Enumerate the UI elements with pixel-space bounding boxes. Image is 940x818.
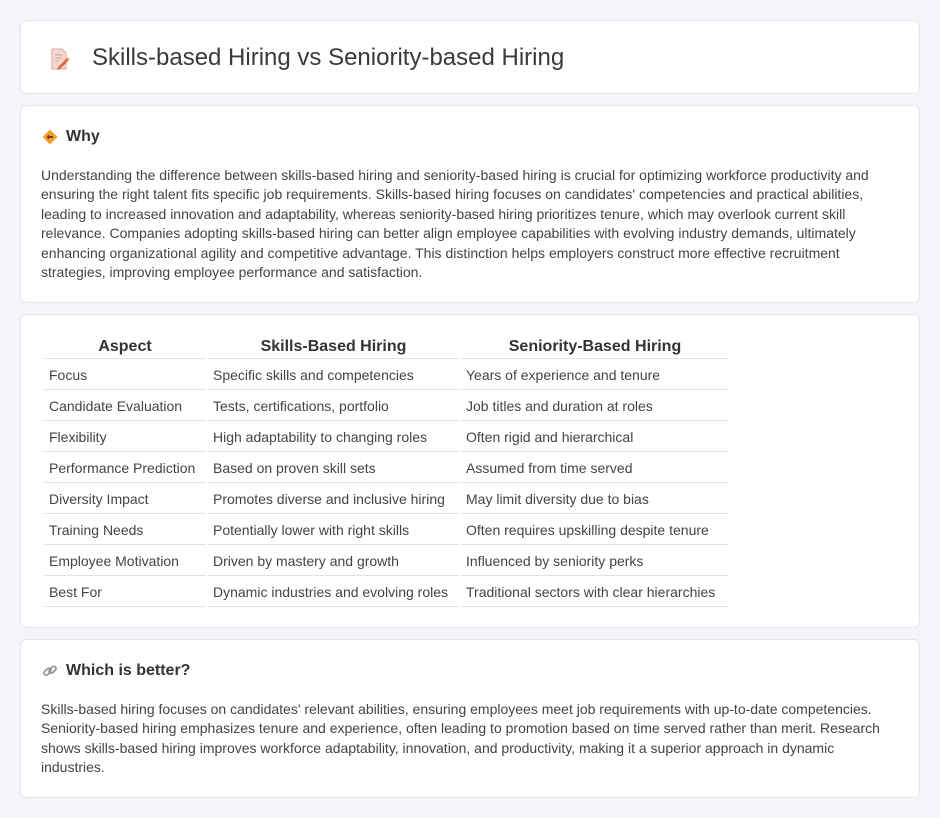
table-row: [44, 359, 729, 390]
why-heading: Why: [66, 128, 100, 145]
table-cell: Job titles and duration at roles: [461, 390, 729, 421]
table-cell: Often requires upskilling despite tenure: [461, 514, 729, 545]
table-cell: Flexibility: [44, 421, 206, 452]
table-row: [44, 483, 729, 514]
document-pencil-icon: [47, 47, 71, 71]
table-cell: Potentially lower with right skills: [208, 514, 459, 545]
table-cell: Traditional sectors with clear hierarchies: [461, 576, 729, 607]
table-cell: Tests, certifications, portfolio: [208, 390, 459, 421]
link-icon: [42, 663, 58, 679]
table-row: [44, 452, 729, 483]
table-cell: Based on proven skill sets: [208, 452, 459, 483]
table-cell: Promotes diverse and inclusive hiring: [208, 483, 459, 514]
table-cell: Candidate Evaluation: [44, 390, 206, 421]
table-cell: May limit diversity due to bias: [461, 483, 729, 514]
table-cell: Often rigid and hierarchical: [461, 421, 729, 452]
why-section: [20, 105, 920, 303]
better-text: Skills-based hiring focuses on candidates' relevant abilities, ensuring employees meet job requirements with up-to-date competencies. Seniority-based hiring emphasizes tenure and experience, often leading to promotion based on time served rather than merit. Research shows skills-based hiring improves workforce adaptability, innovation, and productivity, making it a superior approach in dynamic industries.: [41, 701, 880, 776]
column-header-seniority: Seniority-Based Hiring: [461, 335, 729, 359]
why-header: [42, 126, 100, 148]
column-header-skills: Skills-Based Hiring: [208, 335, 459, 359]
better-header: [42, 660, 190, 682]
table-row: [44, 390, 729, 421]
table-cell: Assumed from time served: [461, 452, 729, 483]
table-cell: Diversity Impact: [44, 483, 206, 514]
better-heading: Which is better?: [66, 662, 191, 679]
table-row: [44, 576, 729, 607]
table-row: [44, 421, 729, 452]
comparison-table: [42, 335, 731, 607]
comparison-section: [20, 314, 920, 628]
table-header-row: [44, 335, 729, 359]
table-cell: Years of experience and tenure: [461, 359, 729, 390]
table-cell: Influenced by seniority perks: [461, 545, 729, 576]
table-row: [44, 545, 729, 576]
table-cell: Training Needs: [44, 514, 206, 545]
which-is-better-section: [20, 639, 920, 798]
page-title: Skills-based Hiring vs Seniority-based Hiring: [92, 44, 565, 71]
table-cell: Best For: [44, 576, 206, 607]
table-cell: Performance Prediction: [44, 452, 206, 483]
table-cell: Employee Motivation: [44, 545, 206, 576]
table-cell: Specific skills and competencies: [208, 359, 459, 390]
table-cell: Driven by mastery and growth: [208, 545, 459, 576]
title-card: [20, 20, 920, 94]
column-header-aspect: Aspect: [44, 335, 206, 359]
table-cell: High adaptability to changing roles: [208, 421, 459, 452]
table-row: [44, 514, 729, 545]
table-cell: Focus: [44, 359, 206, 390]
table-cell: Dynamic industries and evolving roles: [208, 576, 459, 607]
diamond-arrows-icon: [42, 129, 58, 145]
why-text: Understanding the difference between skills-based hiring and seniority-based hiring is crucial for optimizing workforce productivity and ensuring the right talent fits specific job requirements. Skills-based hiring focuses on candidates' competencies and practical abilities, leading to increased innovation and adaptability, whereas seniority-based hiring prioritizes tenure, which may overlook current skill relevance. Companies adopting skills-based hiring can better align employee capabilities with evolving industry demands, ultimately enhancing organizational agility and competitive advantage. This distinction helps employers construct more effective recruitment strategies, improving employee performance and satisfaction.: [41, 167, 869, 281]
